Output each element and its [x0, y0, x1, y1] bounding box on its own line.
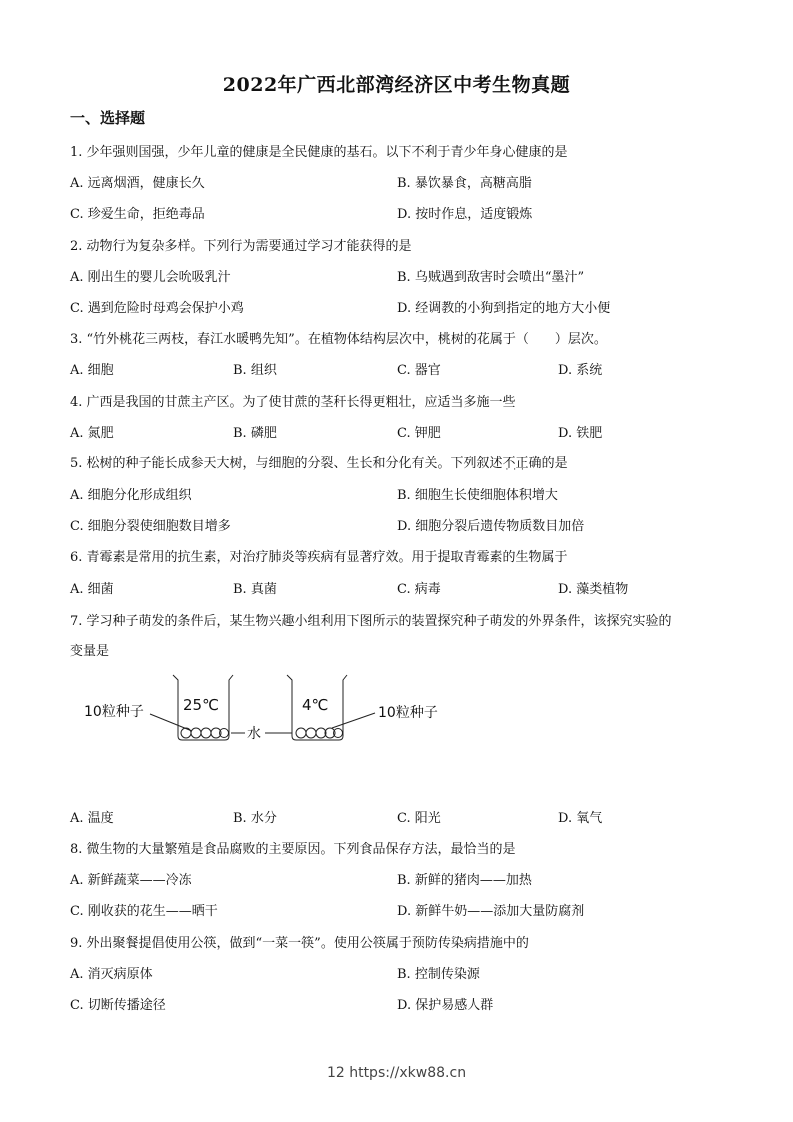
- q5-stem-end: 的是: [541, 456, 568, 471]
- q1-option-a: A. 远离烟酒，健康长久: [70, 176, 205, 191]
- q2-option-d: D. 经调教的小狗到指定的地方大小便: [397, 301, 611, 316]
- question-9-stem: 9. 外出聚餐提倡使用公筷，做到“一菜一筷”。使用公筷属于预防传染病措施中的: [70, 936, 529, 951]
- q4-option-c: C. 钾肥: [397, 426, 441, 441]
- q6-option-c: C. 病毒: [397, 582, 441, 597]
- q4-option-b: B. 磷肥: [233, 426, 277, 441]
- q3-option-a: A. 细胞: [70, 363, 114, 378]
- q5-stem-text: 5. 松树的种子能长成参天大树，与细胞的分裂、生长和分化有关。下列叙述: [70, 456, 503, 471]
- q8-option-a: A. 新鲜蔬菜——冷冻: [70, 873, 192, 888]
- q2-option-c: C. 遇到危险时母鸡会保护小鸡: [70, 301, 244, 316]
- question-7-stem-cont: 变量是: [70, 644, 110, 659]
- q5-emphasis: 不正确 · · ·: [503, 456, 542, 471]
- q7-option-b: B. 水分: [233, 811, 277, 826]
- q8-option-c: C. 刚收获的花生——晒干: [70, 904, 218, 919]
- q4-option-d: D. 铁肥: [558, 426, 603, 441]
- q2-option-a: A. 刚出生的婴儿会吮吸乳汁: [70, 270, 231, 285]
- q5-option-a: A. 细胞分化形成组织: [70, 488, 192, 503]
- seed-germination-figure: [80, 670, 460, 750]
- q7-option-a: A. 温度: [70, 811, 114, 826]
- question-3-stem: 3. “竹外桃花三两枝，春江水暖鸭先知”。在植物体结构层次中，桃树的花属于（ ）层次。: [70, 332, 607, 347]
- q9-option-a: A. 消灭病原体: [70, 967, 153, 982]
- q5-option-c: C. 细胞分裂使细胞数目增多: [70, 519, 231, 534]
- q2-option-b: B. 乌贼遇到敌害时会喷出“墨汁”: [397, 270, 585, 285]
- q6-option-d: D. 藻类植物: [558, 582, 629, 597]
- section-heading: 一、选择题: [70, 109, 146, 127]
- page-footer: 12 https://xkw88.cn: [326, 1065, 467, 1081]
- q8-option-d: D. 新鲜牛奶——添加大量防腐剂: [397, 904, 585, 919]
- question-5-stem: [70, 452, 568, 471]
- document-title: 2022年广西北部湾经济区中考生物真题: [222, 74, 571, 96]
- q7-option-c: C. 阳光: [397, 811, 441, 826]
- question-7-stem: 7. 学习种子萌发的条件后，某生物兴趣小组利用下图所示的装置探究种子萌发的外界条件，该探究实验的: [70, 614, 672, 629]
- q1-option-d: D. 按时作息，适度锻炼: [397, 207, 533, 222]
- question-6-stem: 6. 青霉素是常用的抗生素，对治疗肺炎等疾病有显著疗效。用于提取青霉素的生物属于: [70, 550, 568, 565]
- q9-option-b: B. 控制传染源: [397, 967, 480, 982]
- q9-option-c: C. 切断传播途径: [70, 998, 166, 1013]
- q8-option-b: B. 新鲜的猪肉——加热: [397, 873, 532, 888]
- q6-option-a: A. 细菌: [70, 582, 114, 597]
- question-4-stem: 4. 广西是我国的甘蔗主产区。为了使甘蔗的茎秆长得更粗壮，应适当多施一些: [70, 395, 516, 410]
- water-label: 水: [247, 726, 261, 742]
- q5-option-b: B. 细胞生长使细胞体积增大: [397, 488, 558, 503]
- q9-option-d: D. 保护易感人群: [397, 998, 494, 1013]
- q1-option-c: C. 珍爱生命，拒绝毒品: [70, 207, 205, 222]
- q6-option-b: B. 真菌: [233, 582, 277, 597]
- q1-option-b: B. 暴饮暴食，高糖高脂: [397, 176, 532, 191]
- right-seed-label: 10粒种子: [378, 705, 438, 721]
- q3-option-c: C. 器官: [397, 363, 441, 378]
- question-2-stem: 2. 动物行为复杂多样。下列行为需要通过学习才能获得的是: [70, 239, 412, 254]
- q4-option-a: A. 氮肥: [70, 426, 114, 441]
- left-seed-label: 10粒种子: [84, 704, 144, 720]
- q5-option-d: D. 细胞分裂后遗传物质数目加倍: [397, 519, 585, 534]
- question-1-stem: 1. 少年强则国强，少年儿童的健康是全民健康的基石。以下不利于青少年身心健康的是: [70, 145, 568, 160]
- q7-option-d: D. 氧气: [558, 811, 603, 826]
- question-8-stem: 8. 微生物的大量繁殖是食品腐败的主要原因。下列食品保存方法，最恰当的是: [70, 842, 516, 857]
- right-temperature: 4℃: [302, 696, 329, 714]
- q3-option-d: D. 系统: [558, 363, 603, 378]
- left-temperature: 25℃: [183, 696, 219, 714]
- q3-option-b: B. 组织: [233, 363, 277, 378]
